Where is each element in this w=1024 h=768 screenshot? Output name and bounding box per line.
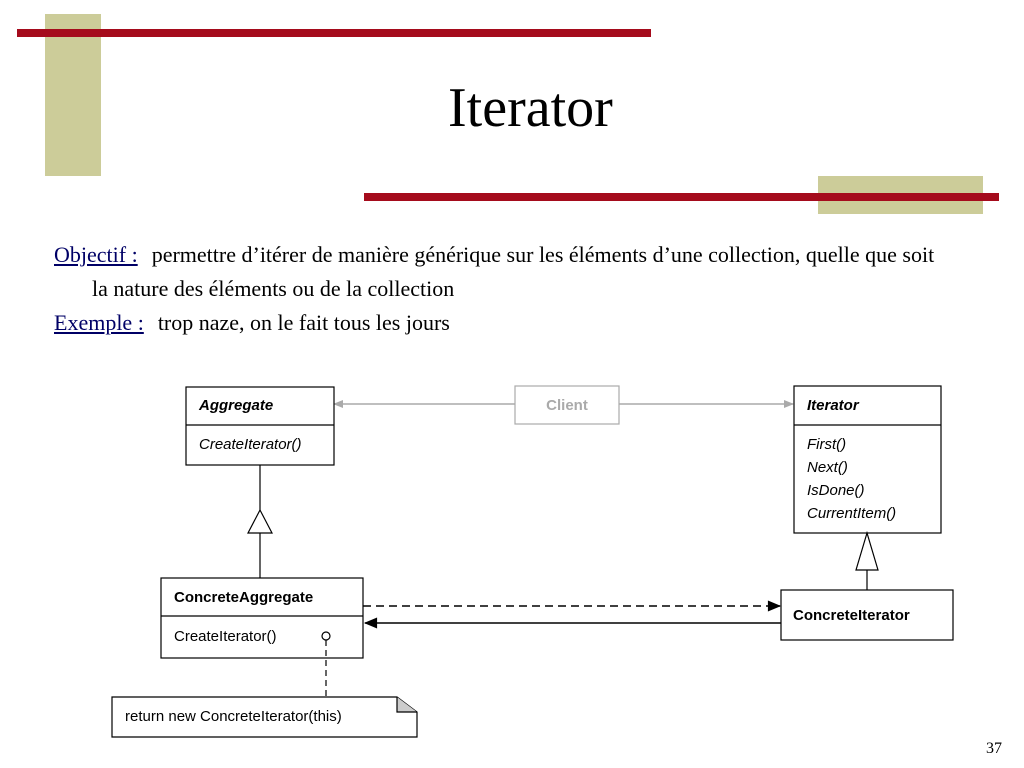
aggregate-class	[186, 387, 334, 465]
aggregate-operation: CreateIterator()	[199, 436, 302, 453]
aggregate-inheritance	[248, 465, 272, 578]
example-label: Exemple :	[54, 310, 144, 335]
concrete-iterator-class	[781, 590, 953, 640]
concrete-iterator-name: ConcreteIterator	[793, 607, 910, 624]
iterator-op-next: Next()	[807, 459, 848, 476]
note-text: return new ConcreteIterator(this)	[125, 708, 342, 725]
client-name: Client	[546, 397, 588, 414]
slide-title: Iterator	[448, 77, 613, 139]
concrete-aggregate-operation: CreateIterator()	[174, 628, 277, 645]
page-number: 37	[986, 740, 1002, 757]
objective-label: Objectif :	[54, 242, 138, 267]
iterator-op-currentitem: CurrentItem()	[807, 505, 897, 522]
concrete-aggregate-name: ConcreteAggregate	[174, 589, 314, 606]
iterator-op-isdone: IsDone()	[807, 482, 865, 499]
client-class	[515, 386, 619, 424]
aggregate-name: Aggregate	[199, 397, 274, 414]
iterator-op-first: First()	[807, 436, 847, 453]
iterator-name: Iterator	[807, 397, 859, 414]
objective-text: permettre d’itérer de manière générique sur les éléments d’une collection, quelle que soit la nature des éléments ou de la collection	[92, 242, 935, 301]
iterator-inheritance	[856, 533, 878, 590]
example-text: trop naze, on le fait tous les jours	[157, 310, 450, 335]
concrete-aggregate-class	[161, 578, 363, 658]
iterator-class	[794, 386, 941, 533]
